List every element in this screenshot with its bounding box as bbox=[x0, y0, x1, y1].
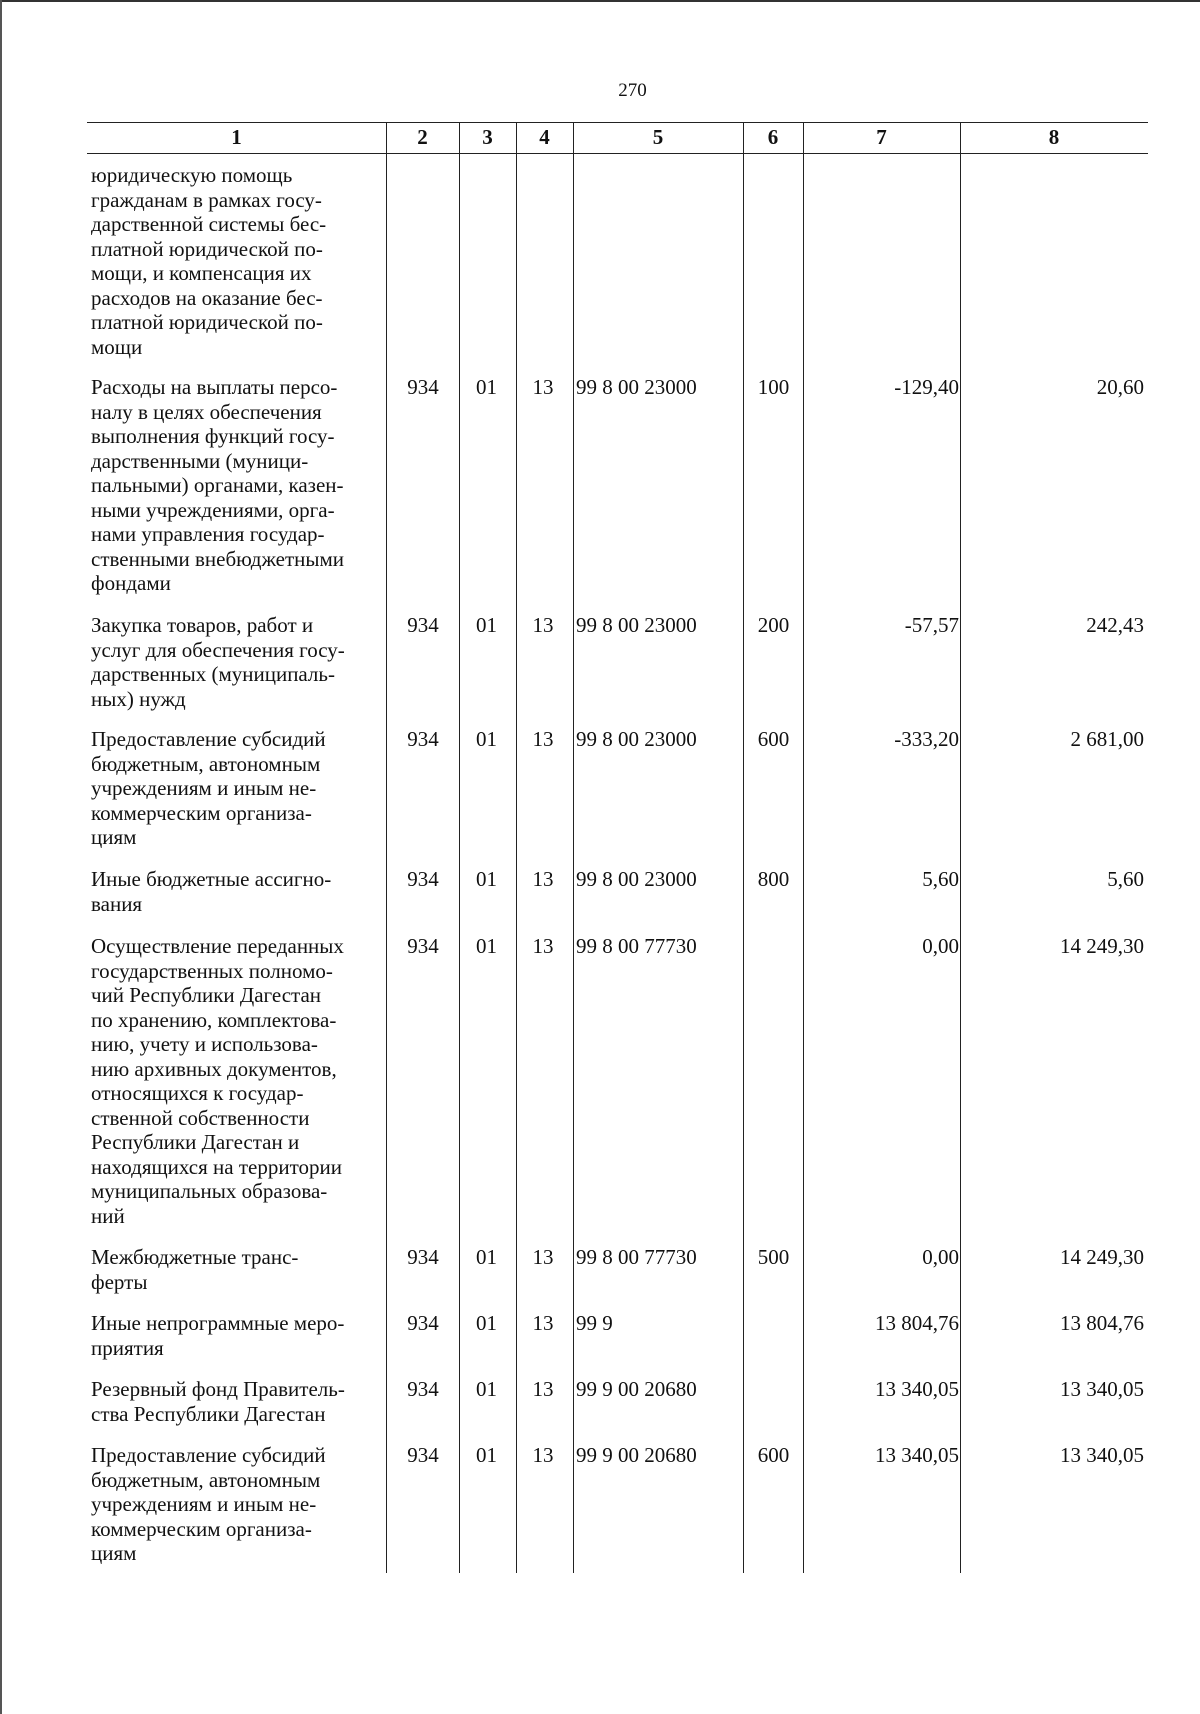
row-subsection-code: 13 bbox=[532, 1245, 554, 1269]
row-ministry-code: 934 bbox=[407, 613, 439, 637]
row-change-amount: -129,40 bbox=[894, 375, 959, 399]
row-expense-type-code: 800 bbox=[757, 867, 790, 891]
row-subsection-code: 13 bbox=[532, 613, 554, 637]
row-subsection-code: 13 bbox=[532, 727, 554, 751]
column-header-4: 4 bbox=[539, 125, 550, 149]
row-total-amount: 242,43 bbox=[1086, 613, 1144, 637]
row-expense-type-code: 600 bbox=[757, 1443, 790, 1467]
row-section-code: 01 bbox=[476, 867, 497, 891]
row-target-item-code: 99 9 00 20680 bbox=[576, 1443, 697, 1467]
row-target-item-code: 99 8 00 23000 bbox=[576, 613, 697, 637]
header-bottom-border bbox=[87, 153, 1148, 154]
row-description: Предоставление субсидий бюджетным, автономным учреждениям и иным не- коммерческим организа- циям bbox=[91, 1443, 326, 1565]
row-expense-type-code: 100 bbox=[757, 375, 790, 399]
row-subsection-code: 13 bbox=[532, 1311, 554, 1335]
row-ministry-code: 934 bbox=[407, 727, 439, 751]
column-divider bbox=[960, 122, 961, 1573]
row-target-item-code: 99 8 00 77730 bbox=[576, 1245, 697, 1269]
row-subsection-code: 13 bbox=[532, 934, 554, 958]
row-subsection-code: 13 bbox=[532, 375, 554, 399]
row-description: Закупка товаров, работ и услуг для обеспечения госу- дарственных (муниципаль- ных) нужд bbox=[91, 613, 345, 711]
row-change-amount: -333,20 bbox=[894, 727, 959, 751]
row-section-code: 01 bbox=[476, 1377, 497, 1401]
row-total-amount: 14 249,30 bbox=[1060, 1245, 1144, 1269]
row-total-amount: 20,60 bbox=[1096, 375, 1144, 399]
row-change-amount: 13 804,76 bbox=[875, 1311, 959, 1335]
row-section-code: 01 bbox=[476, 1443, 497, 1467]
row-change-amount: 0,00 bbox=[922, 1245, 959, 1269]
row-total-amount: 5,60 bbox=[1107, 867, 1144, 891]
page-number: 270 bbox=[618, 80, 647, 101]
row-section-code: 01 bbox=[476, 1245, 497, 1269]
scan-border-top bbox=[0, 0, 1200, 2]
row-total-amount: 13 340,05 bbox=[1060, 1377, 1144, 1401]
row-description: Резервный фонд Правитель- ства Республики Дагестан bbox=[91, 1377, 345, 1426]
row-description: Расходы на выплаты персо- налу в целях обеспечения выполнения функций госу- дарственными (муници- пальными) органами, казен- ными учреждениями, орга- нами управления государ- ственными внебюджетными фондами bbox=[91, 375, 345, 595]
column-header-7: 7 bbox=[876, 125, 887, 149]
row-description: Предоставление субсидий бюджетным, автономным учреждениям и иным не- коммерческим организа- циям bbox=[91, 727, 326, 849]
row-ministry-code: 934 bbox=[407, 1443, 439, 1467]
row-total-amount: 2 681,00 bbox=[1070, 727, 1144, 751]
row-target-item-code: 99 9 bbox=[576, 1311, 613, 1335]
row-ministry-code: 934 bbox=[407, 1245, 439, 1269]
row-change-amount: 13 340,05 bbox=[875, 1377, 959, 1401]
column-divider bbox=[743, 122, 744, 1573]
row-section-code: 01 bbox=[476, 934, 497, 958]
row-description: Осуществление переданных государственных полномо- чий Республики Дагестан по хранению, комплектова- нию, учету и использова- нию архивных документов, относящихся к государ- ственной собственности Республики Дагестан и находящихся на территории муниципальных образова- ний bbox=[91, 934, 344, 1228]
column-divider bbox=[803, 122, 804, 1573]
row-subsection-code: 13 bbox=[532, 867, 554, 891]
row-expense-type-code: 500 bbox=[757, 1245, 790, 1269]
row-ministry-code: 934 bbox=[407, 867, 439, 891]
scan-border-left bbox=[0, 0, 2, 1714]
budget-table bbox=[87, 122, 1148, 1573]
column-header-2: 2 bbox=[417, 125, 428, 149]
row-ministry-code: 934 bbox=[407, 934, 439, 958]
column-header-5: 5 bbox=[652, 125, 664, 149]
row-total-amount: 13 340,05 bbox=[1060, 1443, 1144, 1467]
row-subsection-code: 13 bbox=[532, 1443, 554, 1467]
row-change-amount: 0,00 bbox=[922, 934, 959, 958]
row-section-code: 01 bbox=[476, 727, 497, 751]
column-divider bbox=[459, 122, 460, 1573]
row-total-amount: 13 804,76 bbox=[1060, 1311, 1144, 1335]
row-expense-type-code: 200 bbox=[757, 613, 790, 637]
row-total-amount: 14 249,30 bbox=[1060, 934, 1144, 958]
column-header-6: 6 bbox=[767, 125, 779, 149]
row-change-amount: -57,57 bbox=[904, 613, 959, 637]
row-target-item-code: 99 9 00 20680 bbox=[576, 1377, 697, 1401]
row-expense-type-code: 600 bbox=[757, 727, 790, 751]
row-subsection-code: 13 bbox=[532, 1377, 554, 1401]
row-target-item-code: 99 8 00 23000 bbox=[576, 867, 697, 891]
row-description: Иные бюджетные ассигно- вания bbox=[91, 867, 332, 916]
row-ministry-code: 934 bbox=[407, 375, 439, 399]
row-description: Иные непрограммные меро- приятия bbox=[91, 1311, 345, 1360]
row-ministry-code: 934 bbox=[407, 1311, 439, 1335]
row-target-item-code: 99 8 00 77730 bbox=[576, 934, 697, 958]
row-target-item-code: 99 8 00 23000 bbox=[576, 375, 697, 399]
column-header-1: 1 bbox=[231, 125, 242, 149]
row-change-amount: 13 340,05 bbox=[875, 1443, 959, 1467]
row-section-code: 01 bbox=[476, 375, 497, 399]
column-header-3: 3 bbox=[482, 125, 493, 149]
column-divider bbox=[516, 122, 517, 1573]
row-section-code: 01 bbox=[476, 613, 497, 637]
row-target-item-code: 99 8 00 23000 bbox=[576, 727, 697, 751]
row-description: Межбюджетные транс- ферты bbox=[91, 1245, 299, 1294]
row-description: юридическую помощь гражданам в рамках госу- дарственной системы бес- платной юридической по- мощи, и компенсация их расходов на оказание бес- платной юридической по- мощи bbox=[91, 163, 327, 359]
column-divider bbox=[386, 122, 387, 1573]
column-divider bbox=[573, 122, 574, 1573]
row-section-code: 01 bbox=[476, 1311, 497, 1335]
column-header-8: 8 bbox=[1048, 125, 1060, 149]
row-change-amount: 5,60 bbox=[922, 867, 959, 891]
row-ministry-code: 934 bbox=[407, 1377, 439, 1401]
